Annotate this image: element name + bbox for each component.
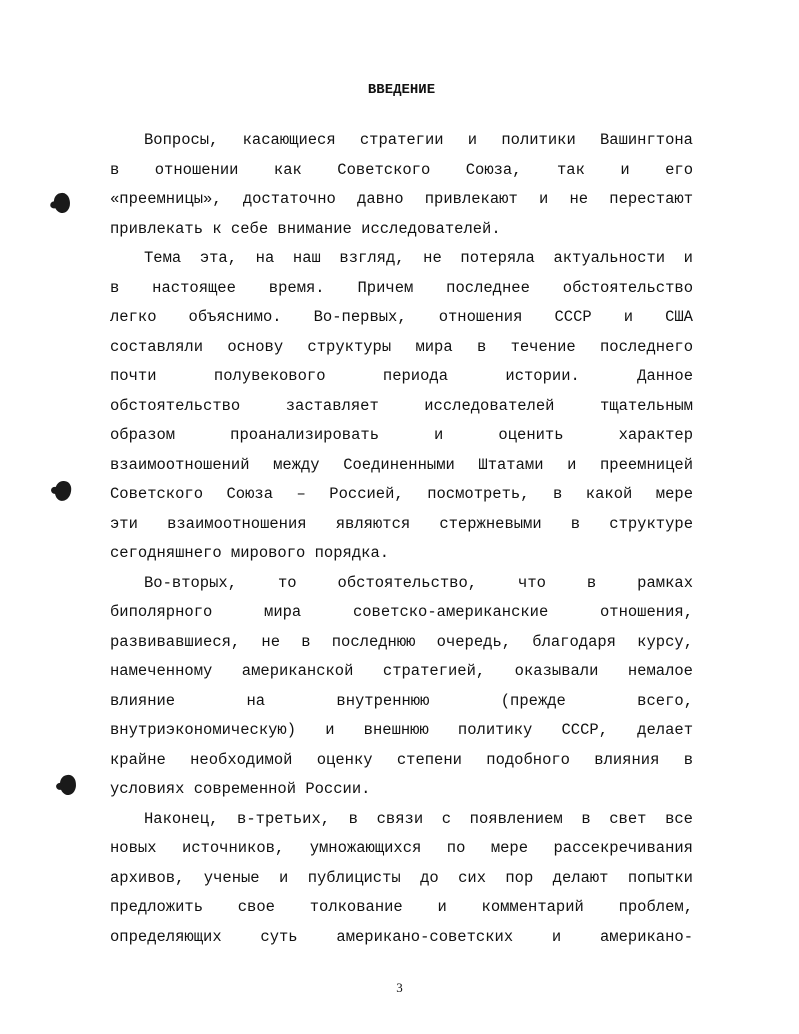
text-line: крайне необходимой оценку степени подобного влияния в: [110, 750, 693, 769]
text-line: в настоящее время. Причем последнее обстоятельство: [110, 278, 693, 297]
text-line: «преемницы», достаточно давно привлекают и не перестают: [110, 190, 693, 208]
text-line: Тема эта, на наш взгляд, не потеряла актуальности и: [144, 249, 693, 267]
paragraph: [110, 126, 693, 244]
text-line: условиях современной России.: [110, 780, 371, 798]
punch-hole-mark: [52, 192, 71, 214]
punch-hole-mark: [54, 480, 73, 502]
text-line: легко объяснимо. Во-первых, отношения СССР и США: [110, 308, 693, 326]
text-line: Советского Союза – Россией, посмотреть, в какой мере: [110, 485, 693, 503]
text-line: привлекать к себе внимание исследователей.: [110, 219, 501, 238]
text-line: новых источников, умножающихся по мере рассекречивания: [110, 839, 693, 857]
text-line: Вопросы, касающиеся стратегии и политики Вашингтона: [144, 131, 693, 149]
text-line: влияние на внутреннюю (прежде всего,: [110, 691, 693, 710]
text-line: эти взаимоотношения являются стержневыми в структуре: [110, 514, 693, 533]
text-line: Наконец, в-третьих, в связи с появлением в свет все: [144, 809, 693, 828]
paragraph: [110, 244, 693, 569]
paragraph: [110, 569, 693, 805]
text-line: почти полувекового периода истории. Данное: [110, 367, 693, 385]
text-line: Во-вторых, то обстоятельство, что в рамках: [144, 573, 693, 592]
text-line: архивов, ученые и публицисты до сих пор делают попытки: [110, 868, 693, 887]
punch-hole-mark: [59, 774, 77, 796]
text-line: составляли основу структуры мира в течение последнего: [110, 337, 693, 356]
text-line: биполярного мира советско-американские отношения,: [110, 603, 693, 621]
text-line: сегодняшнего мирового порядка.: [110, 544, 390, 562]
text-line: определяющих суть американо-советских и американо-: [110, 927, 693, 946]
text-line: образом проанализировать и оценить характер: [110, 426, 693, 444]
text-line: обстоятельство заставляет исследователей тщательным: [110, 396, 693, 415]
text-line: в отношении как Советского Союза, так и его: [110, 160, 693, 179]
page-title: ВВЕДЕНИЕ: [367, 82, 436, 98]
body-text: [110, 126, 693, 952]
text-line: развивавшиеся, не в последнюю очередь, благодаря курсу,: [110, 632, 693, 651]
text-line: намеченному американской стратегией, оказывали немалое: [110, 662, 693, 680]
text-line: предложить свое толкование и комментарий проблем,: [110, 898, 693, 916]
paragraph: [110, 805, 693, 953]
page-number: 3: [396, 980, 403, 995]
text-line: взаимоотношений между Соединенными Штатами и преемницей: [110, 455, 693, 474]
text-line: внутриэкономическую) и внешнюю политику СССР, делает: [110, 721, 693, 739]
